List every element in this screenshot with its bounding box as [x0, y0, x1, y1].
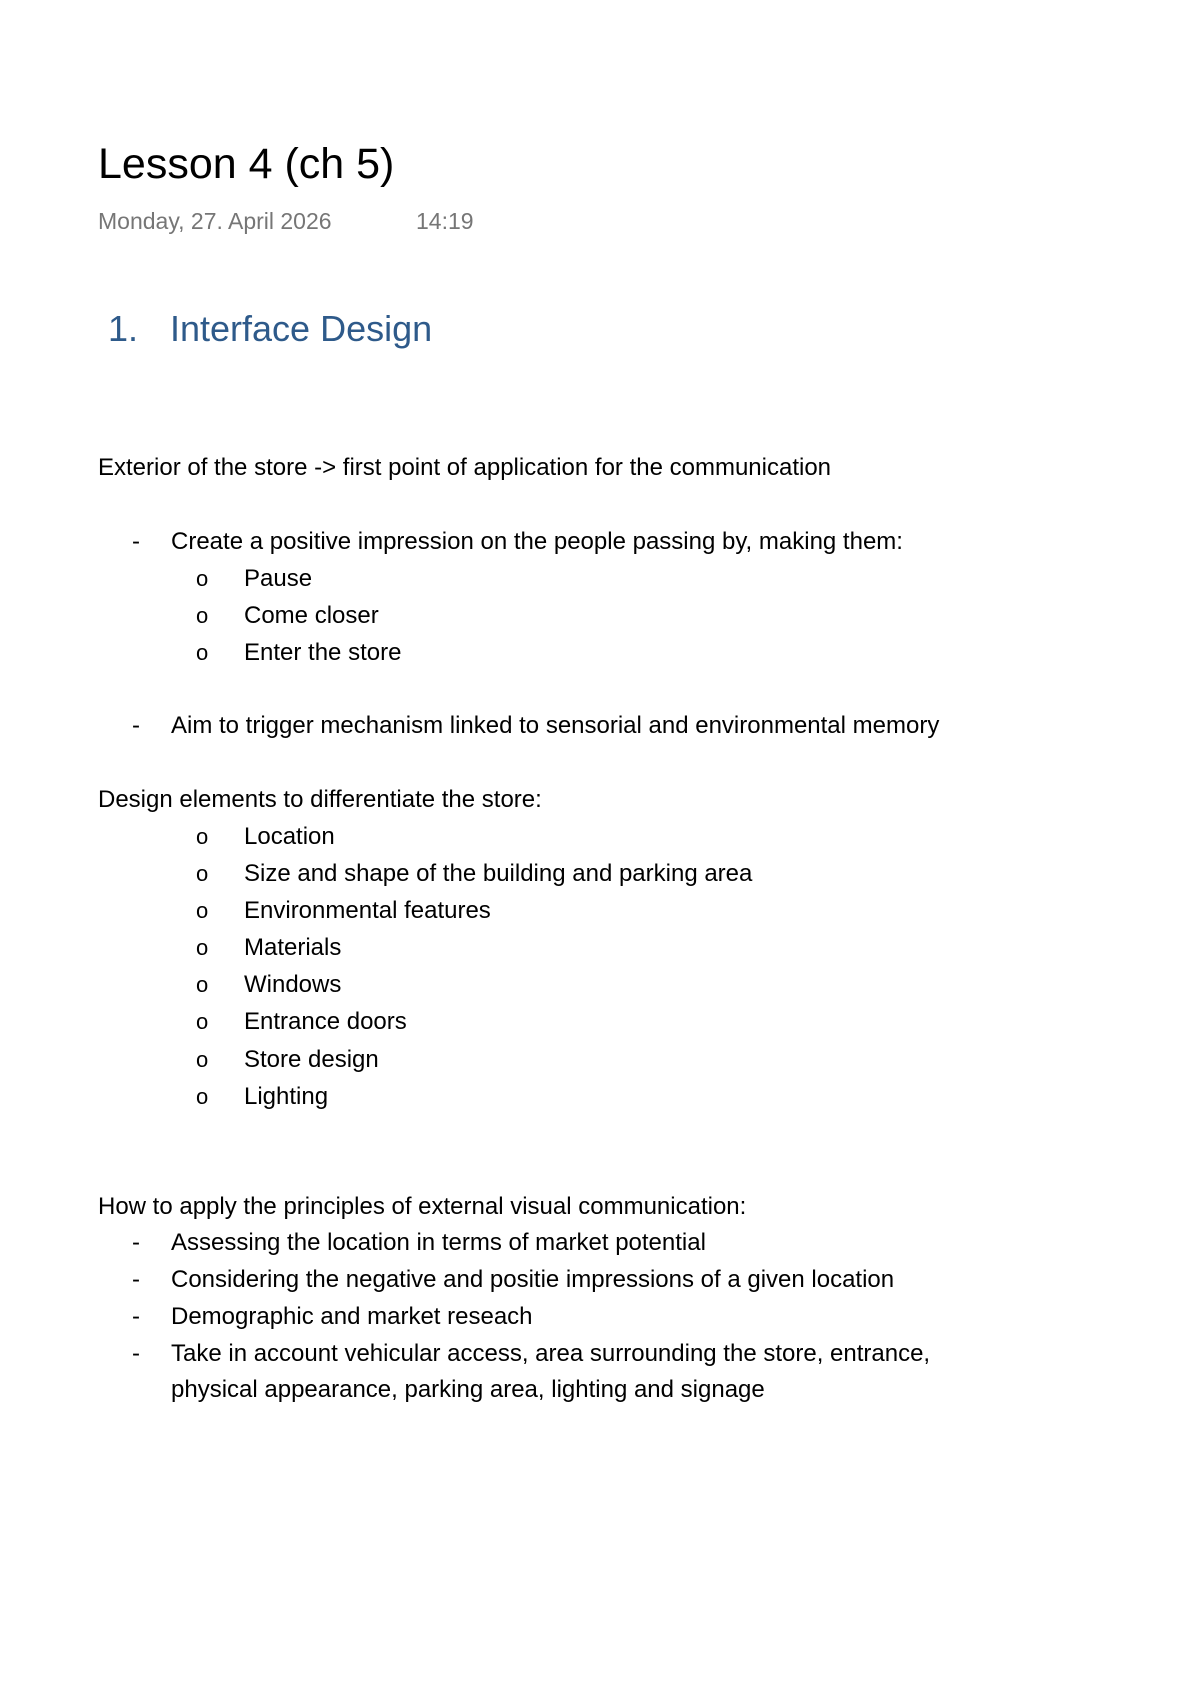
sub-bullet-marker: o [196, 861, 209, 886]
sub-list-item: Lighting [244, 1083, 329, 1110]
sub-bullet-marker: o [196, 824, 209, 849]
page-time: 14:19 [416, 208, 474, 234]
sub-list-item: Materials [244, 934, 342, 961]
sub-list-item: Environmental features [244, 897, 491, 924]
sub-bullet-marker: o [196, 935, 209, 960]
bullet-marker: - [132, 528, 140, 555]
sub-list-item: Size and shape of the building and parking area [244, 860, 753, 887]
design-elements-heading: Design elements to differentiate the store: [98, 786, 542, 813]
list-item: Create a positive impression on the people passing by, making them: [171, 528, 903, 555]
sub-list-item: Enter the store [244, 639, 402, 666]
bullet-marker: - [132, 1229, 140, 1256]
sub-bullet-marker: o [196, 640, 209, 665]
section-number: 1. [108, 308, 139, 349]
list-item: Assessing the location in terms of market potential [171, 1229, 706, 1256]
list-item: Take in account vehicular access, area surrounding the store, entrance, [171, 1340, 931, 1367]
sub-bullet-marker: o [196, 1047, 209, 1072]
intro-paragraph: Exterior of the store -> first point of application for the communication [98, 454, 832, 481]
list-item-continuation: physical appearance, parking area, lighting and signage [171, 1376, 765, 1403]
sub-bullet-marker: o [196, 603, 209, 628]
section-heading [108, 306, 432, 352]
list-item: Aim to trigger mechanism linked to sensorial and environmental memory [171, 712, 940, 739]
sub-list-item: Location [244, 823, 335, 850]
bullet-marker: - [132, 1266, 140, 1293]
page-date: Monday, 27. April 2026 [98, 208, 332, 234]
bullet-marker: - [132, 1340, 140, 1367]
sub-bullet-marker: o [196, 1009, 209, 1034]
bullet-marker: - [132, 1303, 140, 1330]
sub-bullet-marker: o [196, 566, 209, 591]
sub-bullet-marker: o [196, 898, 209, 923]
principles-heading: How to apply the principles of external visual communication: [98, 1193, 747, 1220]
sub-list-item: Windows [244, 971, 342, 998]
sub-list-item: Entrance doors [244, 1008, 407, 1035]
sub-list-item: Come closer [244, 602, 379, 629]
list-item: Considering the negative and positie impressions of a given location [171, 1266, 895, 1293]
page-title: Lesson 4 (ch 5) [98, 140, 395, 188]
list-item: Demographic and market reseach [171, 1303, 533, 1330]
bullet-marker: - [132, 712, 140, 739]
sub-list-item: Store design [244, 1046, 379, 1073]
sub-bullet-marker: o [196, 972, 209, 997]
sub-bullet-marker: o [196, 1084, 209, 1109]
sub-list-item: Pause [244, 565, 313, 592]
section-title: Interface Design [170, 308, 433, 349]
